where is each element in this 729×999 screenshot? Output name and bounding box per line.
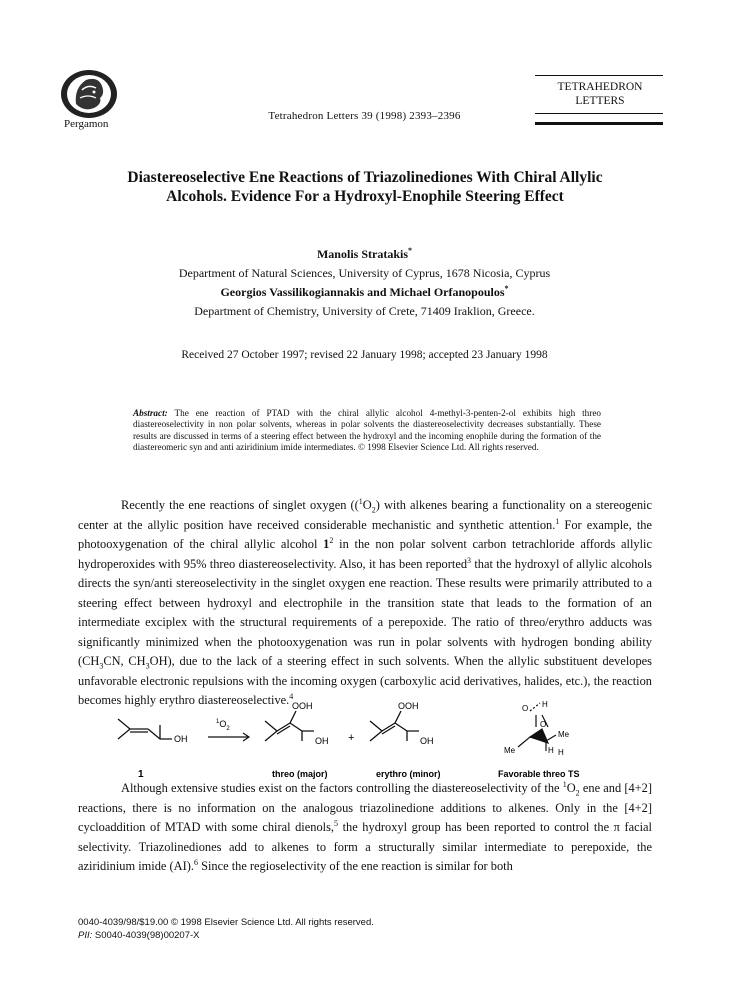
- erythro-label: erythro (minor): [376, 769, 441, 779]
- author1-mark: *: [408, 246, 412, 255]
- compound-1-ref: 1: [323, 537, 330, 551]
- paragraph-2: Although extensive studies exist on the factors controlling the diastereoselectivity of the $^1O_2$ ene and [4+2] reactions, there is no information on the analogous triazolinedione additions to alkenes. Only in the [4+2] cycloaddition of MTAD with some chiral dienols,$^5$ the hydroxyl group has been reported to control the π facial selectivity. Triazolinediones add to alkenes to form a structurally similar intermediate to perepoxide, the aziridinium imide (AI).$^6$ Since the regioselectivity of the ene reaction is similar for both: [78, 779, 652, 873]
- ref-1: 1: [555, 516, 560, 526]
- header-rule-mid: [535, 113, 663, 114]
- compound-1-label: 1: [138, 769, 144, 780]
- pii-value: S0040-4039(98)00207-X: [94, 929, 200, 941]
- article-title: [60, 168, 670, 206]
- erythro-oh-label: OH: [420, 736, 434, 746]
- ts-o-top: O: [522, 704, 529, 713]
- threo-product-structure: [265, 711, 314, 741]
- abstract-copyright: © 1998 Elsevier Science Ltd. All rights reserved.: [358, 442, 539, 453]
- journal-citation: Tetrahedron Letters 39 (1998) 2393–2396: [268, 110, 461, 122]
- received-dates: Received 27 October 1997; revised 22 January 1998; accepted 23 January 1998: [181, 349, 548, 361]
- affiliation1: Department of Natural Sciences, University of Cyprus, 1678 Nicosia, Cyprus: [178, 266, 551, 280]
- erythro-ooh-label: OOH: [398, 701, 419, 711]
- threo-oh-label: OH: [315, 736, 329, 746]
- footer-pii: [78, 930, 374, 943]
- journal-name-line2: LETTERS: [575, 95, 625, 107]
- ts-me-right: Me: [558, 730, 570, 739]
- author2-mark: *: [504, 284, 509, 293]
- footer: [78, 917, 374, 942]
- ts-o-mid: O: [540, 720, 547, 729]
- author2: [0, 285, 729, 300]
- ts-label: Favorable threo TS: [498, 769, 580, 779]
- reactant-oh-label: OH: [174, 734, 188, 744]
- threo-label: threo (major): [272, 769, 328, 779]
- reactant-structure: [118, 719, 172, 739]
- publisher-name: Pergamon: [64, 118, 109, 130]
- erythro-product-structure: [370, 711, 419, 741]
- ts-h-bottom: H: [548, 746, 554, 755]
- reaction-arrow: [208, 733, 249, 741]
- title-line2: Alcohols. Evidence For a Hydroxyl-Enophile Steering Effect: [166, 188, 564, 205]
- abstract: [133, 408, 601, 454]
- ts-h-top: H: [542, 700, 548, 709]
- paragraph-1: Recently the ene reactions of singlet oxygen ($(^1O_2)$ with alkenes bearing a functionality on a stereogenic center at the allylic position have received considerable mechanistic and synthetic attention.$^1$ For example, the photooxygenation of the chiral allylic alcohol $1^2$ in the non polar solvent carbon tetrachloride affords allylic hydroperoxides with 95% threo diastereoselectivity. Also, it has been reported$^3$ that the hydroxyl of allylic alcohols directs the syn/anti stereoselectivity in the singlet oxygen ene reaction. These results were primarily attributed to a steering effect between hydroxyl and electrophile in the transition state that leads to the formation of an intermediate exciplex with the structural requirements of a perepoxide. The ratio of threo/erythro adducts was significantly minimized when the photooxygenation was run in polar solvents with hydrogen bonding ability ($CH_3CN$, $CH_3OH$), due to the lack of a steering effect in such solvents. When the allylic substituent developes unfavorable electronic repulsions with the incoming oxygen (carboxylic acid derivatives, halides, etc.), the reaction becomes highly erythro diastereoselective.$^4$: [78, 496, 653, 707]
- pii-label: PII:: [78, 929, 93, 941]
- ref-2: 2: [329, 535, 334, 545]
- title-line1: Diastereoselective Ene Reactions of Triazolinediones With Chiral Allylic: [127, 169, 603, 186]
- ref-6: 6: [193, 857, 198, 867]
- author1-name: Manolis Stratakis: [316, 247, 408, 261]
- footer-copyright: 0040-4039/98/$19.00 © 1998 Elsevier Science Ltd. All rights reserved.: [78, 917, 374, 928]
- affiliation2: Department of Chemistry, University of Crete, 71409 Iraklion, Greece.: [194, 304, 535, 318]
- reagent-label: $^1O_2$: [216, 719, 230, 732]
- ref-3: 3: [467, 555, 472, 565]
- ref-4: 4: [289, 691, 294, 701]
- threo-ooh-label: OOH: [292, 701, 313, 711]
- ts-me-left: Me: [504, 746, 516, 755]
- header-rule-thick: [535, 122, 663, 125]
- ts-h-right: H: [558, 748, 564, 757]
- plus-sign: +: [348, 732, 355, 744]
- abstract-text: The ene reaction of PTAD with the chiral allylic alcohol 4-methyl-3-penten-2-ol exhibits high threo diastereoselectivity in non polar solvents, whereas in polar solvents the diastereoselectivity decreases substantially. These results are discussed in terms of a steering effect between the hydroxyl and the incoming enophile during the formation of the diastereomeric syn and anti aziridinium imide intermediates.: [133, 408, 601, 453]
- header-rule-top: [535, 75, 663, 76]
- reaction-scheme: [100, 697, 640, 781]
- journal-name: [535, 80, 665, 108]
- abstract-label: Abstract:: [133, 408, 168, 418]
- author2-name: Georgios Vassilikogiannakis and Michael Orfanopoulos: [220, 285, 505, 299]
- ref-5: 5: [334, 818, 339, 828]
- journal-name-line1: TETRAHEDRON: [557, 81, 643, 93]
- author1: [0, 247, 729, 262]
